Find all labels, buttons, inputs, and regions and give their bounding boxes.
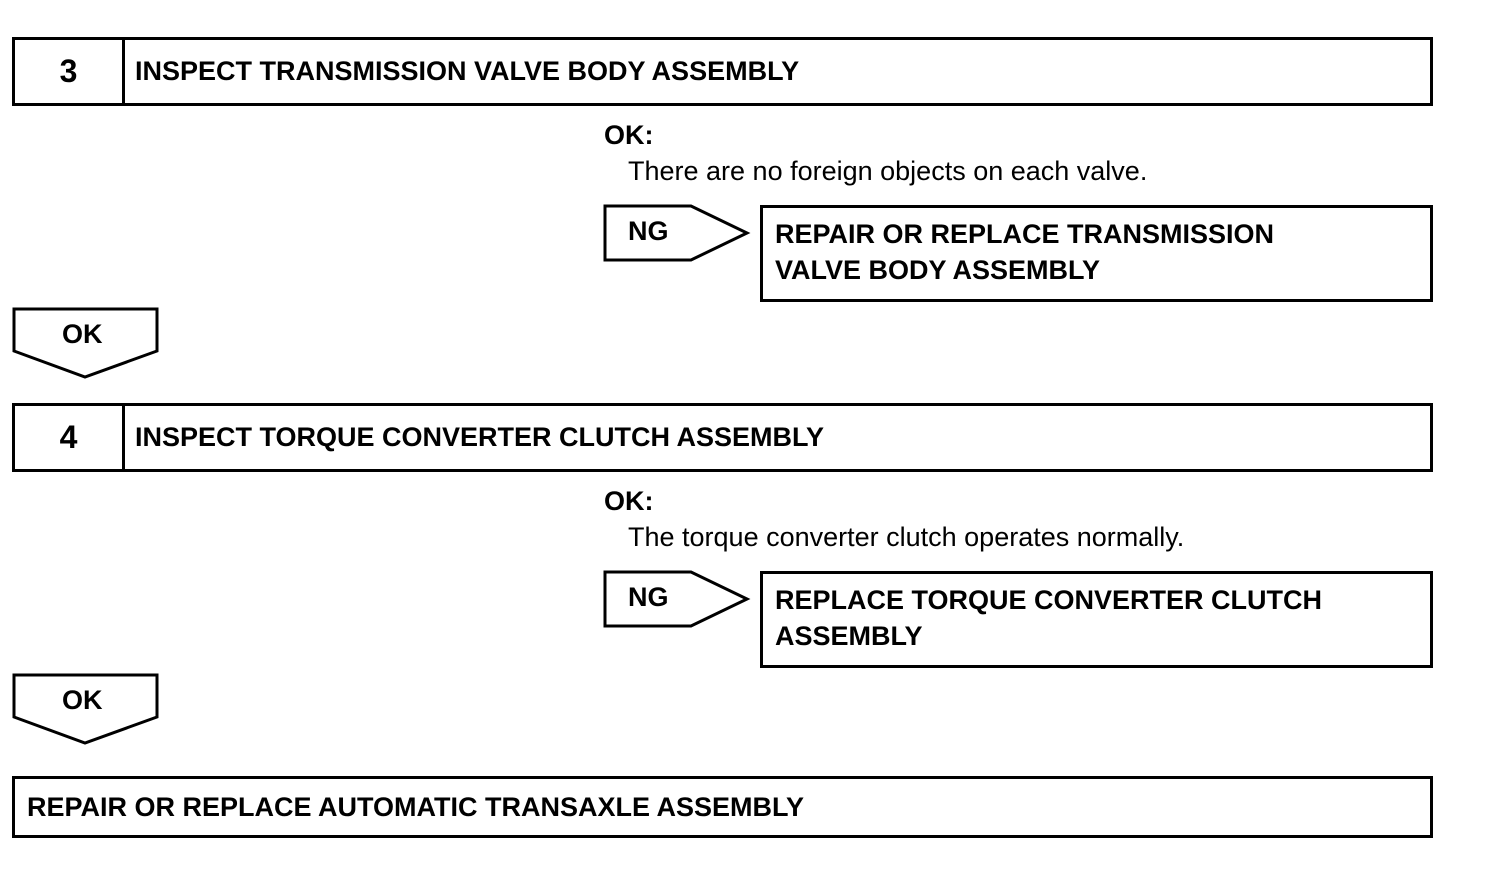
step-3-ng-label: NG (628, 216, 669, 246)
step-4-title: INSPECT TORQUE CONVERTER CLUTCH ASSEMBLY (135, 422, 825, 452)
step-3-title: INSPECT TRANSMISSION VALVE BODY ASSEMBLY (135, 56, 800, 86)
step-4-ng-label: NG (628, 582, 669, 612)
step-3-ok-condition: There are no foreign objects on each valve. (628, 156, 1148, 186)
step-3-ng-action-box (760, 205, 1433, 302)
step-4-number: 4 (15, 406, 125, 469)
step-4-ok-arrow-label: OK (62, 685, 103, 715)
step-3-ok-label: OK: (604, 120, 654, 150)
step-4-ok-label: OK: (604, 486, 654, 516)
final-action-text: REPAIR OR REPLACE AUTOMATIC TRANSAXLE ASSEMBLY (27, 791, 805, 822)
step-3-ng-action-line1: REPAIR OR REPLACE TRANSMISSION (775, 219, 1275, 249)
step-4-box (12, 403, 1433, 472)
step-3-ng-arrow (603, 204, 753, 262)
step-4-ng-action-line2: ASSEMBLY (775, 621, 923, 651)
step-3-ng-action-line2: VALVE BODY ASSEMBLY (775, 255, 1101, 285)
step-4-ng-action-line1: REPLACE TORQUE CONVERTER CLUTCH (775, 585, 1323, 615)
step-3-number: 3 (15, 40, 125, 103)
step-3-box (12, 37, 1433, 106)
step-4-ng-action-box (760, 571, 1433, 668)
final-action-box (12, 776, 1433, 838)
step-3-ok-arrow-label: OK (62, 319, 103, 349)
step-4-ok-condition: The torque converter clutch operates normally. (628, 522, 1185, 552)
step-4-ng-arrow (603, 570, 753, 628)
